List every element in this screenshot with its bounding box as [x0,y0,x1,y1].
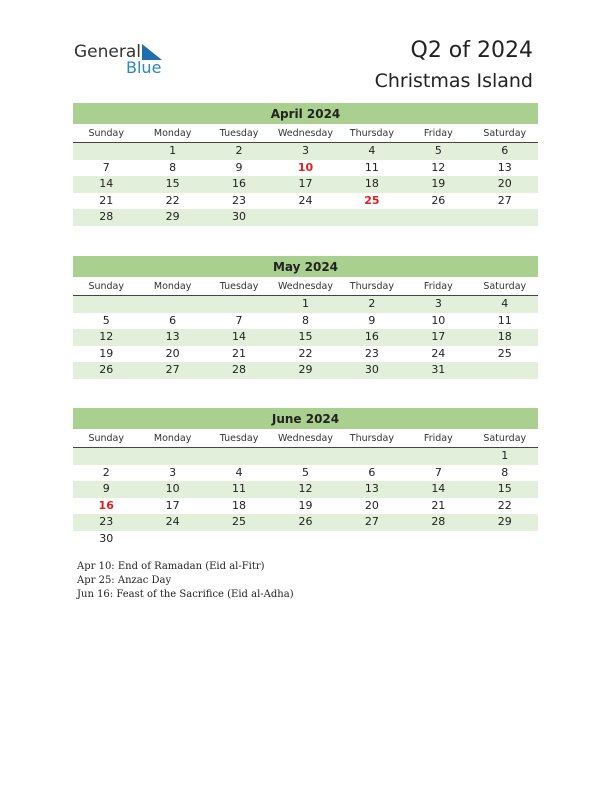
day-cell: 10 [431,313,446,327]
day-cell: 19 [431,177,446,190]
weekday-label: Tuesday [219,433,259,444]
day-cell: 1 [169,144,177,157]
day-cell: 8 [501,465,509,479]
week-row [73,143,538,160]
day-cell: 26 [99,363,114,376]
day-cell: 11 [497,313,512,327]
empty-day-cell [339,209,405,226]
day-cell: 13 [364,482,379,495]
day-cell: 24 [431,346,446,360]
day-cell: 20 [497,177,512,190]
day-cell: 24 [165,515,180,528]
day-cell: 22 [298,346,313,360]
day-cell: 14 [99,177,114,190]
day-cell: 29 [298,363,313,376]
weekday-label: Sunday [88,433,124,444]
day-cell: 1 [501,449,509,462]
day-cell: 23 [232,193,247,207]
day-cell: 22 [497,498,512,512]
day-cell: 15 [298,330,313,343]
day-cell: 19 [298,498,313,512]
day-cell: 17 [431,330,446,343]
day-cell: 21 [431,498,446,512]
day-cell: 4 [501,297,509,310]
week-row [73,465,538,482]
week-row [73,313,538,330]
day-cell: 28 [99,210,114,223]
month-calendar-june [73,408,538,547]
empty-day-cell [339,531,405,548]
holiday-notes [77,560,294,602]
empty-day-cell [405,209,471,226]
day-cell: 20 [364,498,379,512]
day-cell: 12 [99,330,114,343]
logo-text-blue: Blue [126,58,162,77]
empty-day-cell [139,296,205,313]
day-cell: 2 [368,297,376,310]
day-cell: 21 [232,346,247,360]
day-cell: 20 [165,346,180,360]
day-cell: 2 [102,465,110,479]
week-row [73,346,538,363]
week-row [73,448,538,465]
day-cell: 22 [165,193,180,207]
day-cell: 17 [298,177,313,190]
weekday-label: Thursday [349,433,394,444]
weekday-label: Friday [423,433,453,444]
logo-text-general: General [74,42,141,62]
day-cell: 28 [232,363,247,376]
day-cell: 25 [364,193,380,207]
weekday-label: Monday [153,433,192,444]
empty-day-cell [472,362,538,379]
day-cell: 15 [497,482,512,495]
day-cell: 27 [364,515,379,528]
month-title: June 2024 [73,408,538,429]
day-cell: 18 [497,330,512,343]
week-row [73,329,538,346]
day-cell: 28 [431,515,446,528]
weekday-label: Saturday [483,128,527,139]
day-cell: 16 [232,177,247,190]
day-cell: 26 [431,193,446,207]
day-cell: 8 [301,313,309,327]
day-cell: 15 [165,177,180,190]
day-cell: 23 [364,346,379,360]
empty-day-cell [272,448,338,465]
day-cell: 18 [232,498,247,512]
weekday-label: Sunday [88,281,124,292]
week-row [73,498,538,515]
weekday-label: Wednesday [277,433,333,444]
day-cell: 25 [497,346,512,360]
empty-day-cell [206,448,272,465]
weekday-label: Monday [153,128,192,139]
day-cell: 11 [232,482,247,495]
week-row [73,362,538,379]
day-cell: 3 [434,297,442,310]
day-cell: 25 [232,515,247,528]
weekday-label: Saturday [483,433,527,444]
day-cell: 27 [165,363,180,376]
day-cell: 6 [169,313,177,327]
day-cell: 3 [169,465,177,479]
day-cell: 12 [298,482,313,495]
week-row [73,176,538,193]
weekday-label: Friday [423,128,453,139]
empty-day-cell [405,531,471,548]
empty-day-cell [206,296,272,313]
weekday-label: Tuesday [219,128,259,139]
day-cell: 5 [301,465,309,479]
day-cell: 17 [165,498,180,512]
empty-day-cell [472,209,538,226]
weekday-label: Wednesday [277,281,333,292]
holiday-note: Jun 16: Feast of the Sacrifice (Eid al-Adha) [77,589,294,600]
day-cell: 24 [298,193,313,207]
day-cell: 10 [297,160,314,174]
day-cell: 7 [102,160,110,174]
day-cell: 7 [235,313,243,327]
day-cell: 6 [368,465,376,479]
day-cell: 9 [368,313,376,327]
weekday-label: Friday [423,281,453,292]
day-cell: 16 [364,330,379,343]
day-cell: 8 [169,160,177,174]
day-cell: 13 [165,330,180,343]
empty-day-cell [139,531,205,548]
day-cell: 9 [235,160,243,174]
week-row [73,531,538,548]
day-cell: 21 [99,193,114,207]
empty-day-cell [73,296,139,313]
day-cell: 23 [99,515,114,528]
week-row [73,209,538,226]
weekday-header-row [73,125,538,143]
day-cell: 9 [102,482,110,495]
week-row [73,296,538,313]
day-cell: 5 [434,144,442,157]
day-cell: 30 [364,363,379,376]
day-cell: 10 [165,482,180,495]
holiday-note: Apr 10: End of Ramadan (Eid al-Fitr) [77,561,265,572]
day-cell: 3 [301,144,309,157]
day-cell: 1 [301,297,309,310]
day-cell: 4 [235,465,243,479]
weekday-label: Monday [153,281,192,292]
day-cell: 27 [497,193,512,207]
empty-day-cell [339,448,405,465]
month-calendar-may [73,256,538,379]
month-title: April 2024 [73,103,538,124]
weekday-header-row [73,430,538,448]
weekday-label: Sunday [88,128,124,139]
page-title: Q2 of 2024 [410,38,533,63]
day-cell: 29 [497,515,512,528]
empty-day-cell [272,209,338,226]
day-cell: 16 [98,498,114,512]
day-cell: 31 [431,363,446,376]
week-row [73,514,538,531]
weekday-header-row [73,278,538,296]
brand-logo [74,42,174,78]
empty-day-cell [405,448,471,465]
day-cell: 18 [364,177,379,190]
empty-day-cell [139,448,205,465]
empty-day-cell [206,531,272,548]
empty-day-cell [73,143,139,160]
empty-day-cell [73,448,139,465]
month-calendar-april [73,103,538,226]
day-cell: 14 [232,330,247,343]
day-cell: 19 [99,346,114,360]
day-cell: 26 [298,515,313,528]
day-cell: 6 [501,144,509,157]
week-row [73,160,538,177]
day-cell: 30 [99,531,114,545]
day-cell: 12 [431,160,446,174]
day-cell: 29 [165,210,180,223]
weekday-label: Tuesday [219,281,259,292]
day-cell: 4 [368,144,376,157]
day-cell: 2 [235,144,243,157]
weekday-label: Thursday [349,281,394,292]
day-cell: 14 [431,482,446,495]
empty-day-cell [472,531,538,548]
weekday-label: Thursday [349,128,394,139]
weekday-label: Saturday [483,281,527,292]
weekday-label: Wednesday [277,128,333,139]
day-cell: 13 [497,160,512,174]
week-row [73,481,538,498]
page-subtitle: Christmas Island [374,70,533,92]
day-cell: 11 [364,160,379,174]
day-cell: 5 [102,313,110,327]
empty-day-cell [272,531,338,548]
holiday-note: Apr 25: Anzac Day [77,575,172,586]
month-title: May 2024 [73,256,538,277]
week-row [73,193,538,210]
day-cell: 30 [232,210,247,223]
day-cell: 7 [434,465,442,479]
